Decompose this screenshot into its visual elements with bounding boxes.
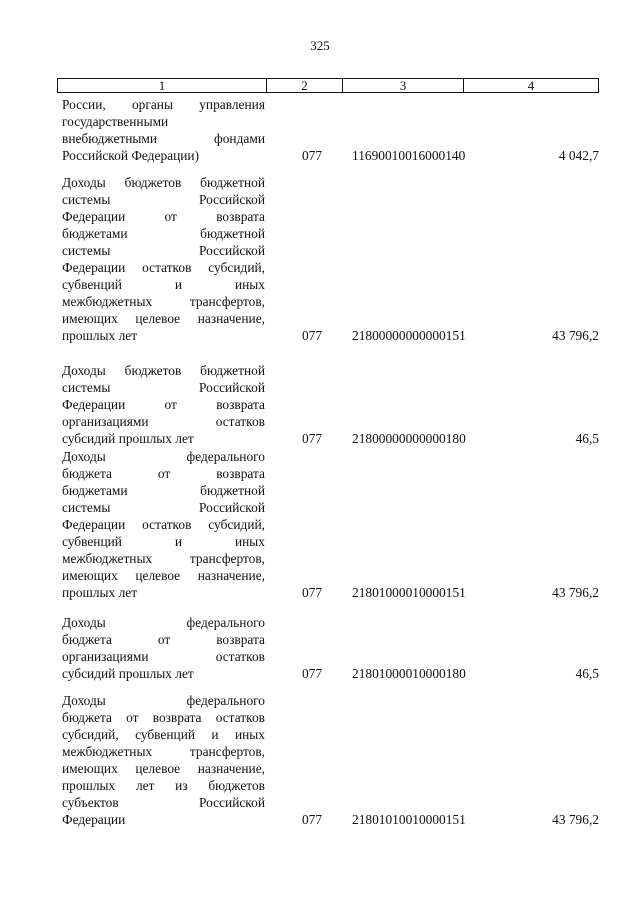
row-name-line: системы Российской <box>62 192 265 207</box>
row-name-line: внебюджетными фондами <box>62 131 265 146</box>
row-budget-code: 21801000010000151 <box>352 585 466 600</box>
header-col-4: 4 <box>527 78 535 93</box>
row-name-line: прошлых лет <box>62 585 138 600</box>
row-budget-code: 11690010016000140 <box>352 148 466 163</box>
row-name-line: имеющих целевое назначение, <box>62 311 265 326</box>
row-budget-code: 21801000010000180 <box>352 666 466 681</box>
page-number: 325 <box>310 38 330 53</box>
row-amount: 43 796,2 <box>552 812 599 827</box>
row-name-line: бюджета от возврата <box>62 466 265 481</box>
row-admin-code: 077 <box>301 148 323 163</box>
row-name-line: бюджетами бюджетной <box>62 483 265 498</box>
row-name <box>62 174 265 344</box>
row-amount: 46,5 <box>575 431 599 446</box>
row-name-line: организациями остатков <box>62 649 265 664</box>
row-budget-code: 21801010010000151 <box>352 812 466 827</box>
row-name <box>62 692 265 828</box>
row-name-line: субсидий прошлых лет <box>62 666 194 681</box>
row-admin-code: 077 <box>301 666 323 681</box>
row-name-line: субсидий, субвенций и иных <box>62 727 265 742</box>
row-name-line: прошлых лет <box>62 328 138 343</box>
row-name <box>62 448 265 601</box>
row-name <box>62 362 265 447</box>
row-admin-code: 077 <box>301 328 323 343</box>
row-name-line: имеющих целевое назначение, <box>62 761 265 776</box>
row-name-line: субвенций и иных <box>62 534 265 549</box>
row-name-line: системы Российской <box>62 500 265 515</box>
row-admin-code: 077 <box>301 585 323 600</box>
row-name <box>62 614 265 682</box>
row-name-line: бюджета от возврата <box>62 632 265 647</box>
row-name-line: бюджетами бюджетной <box>62 226 265 241</box>
row-budget-code: 21800000000000180 <box>352 431 466 446</box>
row-name-line: организациями остатков <box>62 414 265 429</box>
header-col-2: 2 <box>267 79 343 92</box>
header-col-1: 1 <box>58 79 267 92</box>
row-name <box>62 96 265 164</box>
row-amount: 4 042,7 <box>558 148 599 163</box>
row-amount: 43 796,2 <box>552 328 599 343</box>
row-name-line: субсидий прошлых лет <box>62 431 194 446</box>
row-amount: 43 796,2 <box>552 585 599 600</box>
row-admin-code: 077 <box>301 812 323 827</box>
row-name-line: Федерации остатков субсидий, <box>62 260 265 275</box>
row-name-line: прошлых лет из бюджетов <box>62 778 265 793</box>
row-name-line: межбюджетных трансфертов, <box>62 744 265 759</box>
row-name-line: Федерации от возврата <box>62 397 265 412</box>
row-name-line: Доходы федерального <box>62 615 265 630</box>
row-name-line: государственными <box>62 114 169 129</box>
row-name-line: межбюджетных трансфертов, <box>62 294 265 309</box>
row-name-line: субъектов Российской <box>62 795 265 810</box>
row-admin-code: 077 <box>301 431 323 446</box>
row-name-line: системы Российской <box>62 243 265 258</box>
row-name-line: Федерации от возврата <box>62 209 265 224</box>
row-name-line: имеющих целевое назначение, <box>62 568 265 583</box>
row-name-line: системы Российской <box>62 380 265 395</box>
row-name-line: Российской Федерации) <box>62 148 200 163</box>
table-header <box>57 78 599 93</box>
row-budget-code: 21800000000000151 <box>352 328 466 343</box>
row-name-line: Доходы федерального <box>62 693 265 708</box>
row-name-line: Федерации остатков субсидий, <box>62 517 265 532</box>
row-amount: 46,5 <box>575 666 599 681</box>
header-col-3: 3 <box>343 79 464 92</box>
row-name-line: субвенций и иных <box>62 277 265 292</box>
row-name-line: Доходы бюджетов бюджетной <box>62 175 265 190</box>
row-name-line: Доходы бюджетов бюджетной <box>62 363 265 378</box>
row-name-line: Доходы федерального <box>62 449 265 464</box>
row-name-line: межбюджетных трансфертов, <box>62 551 265 566</box>
row-name-line: Федерации <box>62 812 126 827</box>
row-name-line: бюджета от возврата остатков <box>62 710 265 725</box>
row-name-line: России, органы управления <box>62 97 265 112</box>
